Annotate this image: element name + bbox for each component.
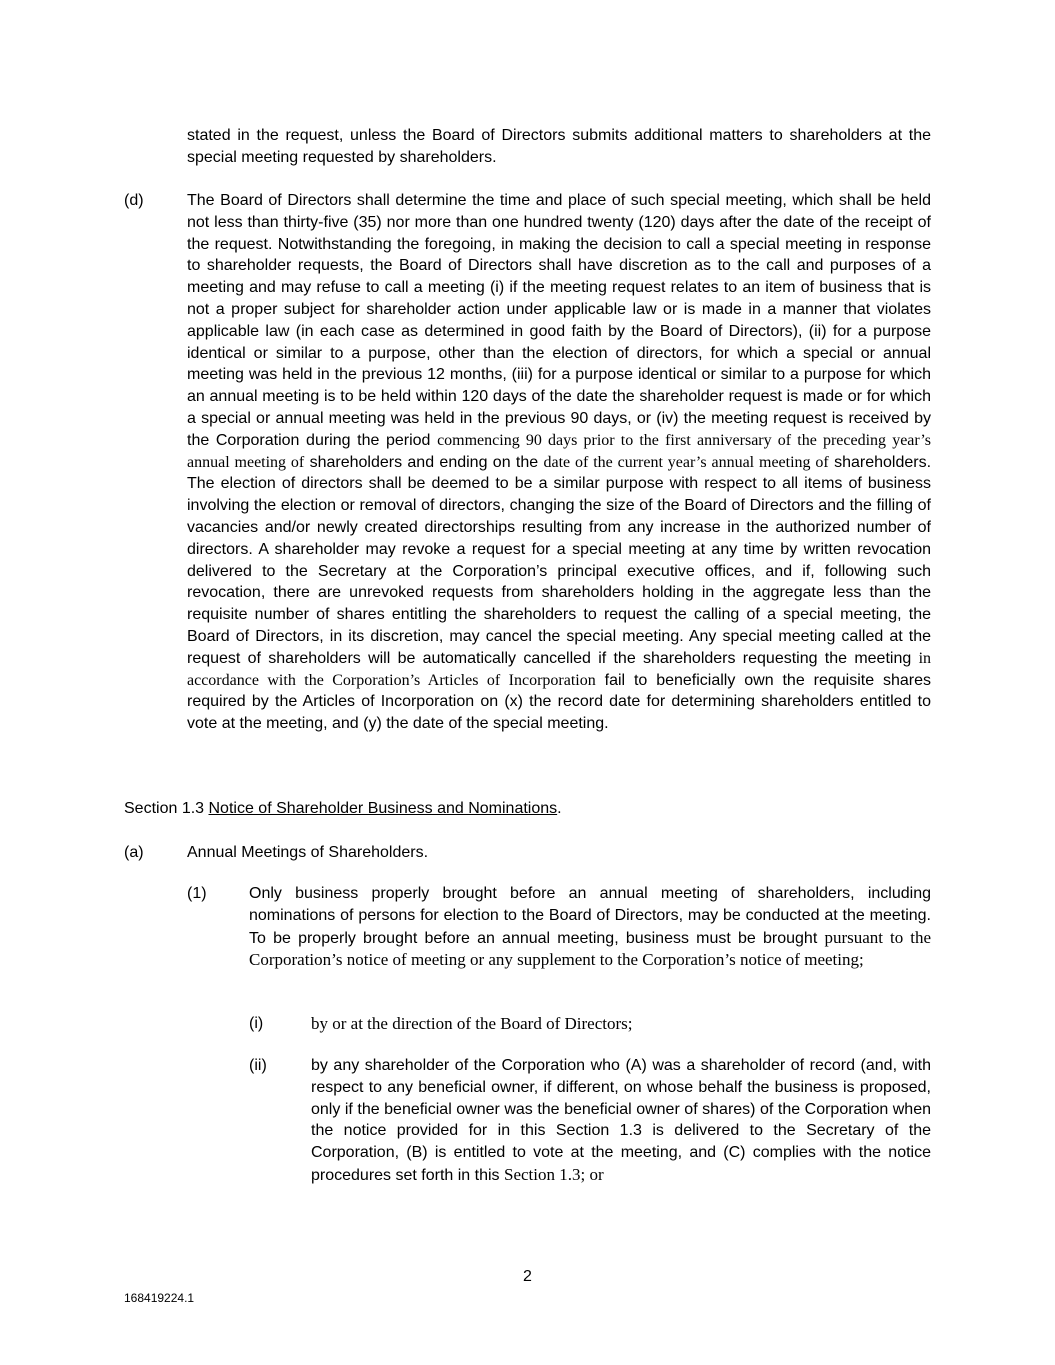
item-ii-paragraph	[311, 1055, 931, 1187]
item-d-text-part3a: shareholders and ending on the	[309, 453, 539, 471]
item-d-paragraph	[187, 190, 931, 735]
item-ii-label: (ii)	[249, 1057, 267, 1074]
item-d-label: (d)	[124, 192, 144, 209]
item-1-paragraph	[249, 883, 931, 972]
item-d-text-part1: The Board of Directors shall determine the time and place of such special meeting, which shall be held not less than thirty-five (35) nor more than one hundred twenty (120) days after the date of the receipt of the request. Notwithstanding the foregoing, in making the decision to call a special meeting in response to shareholder requests, the Board of Directors shall have discretion as to the call and purposes of a meeting and may refuse to call a meeting (i) if the meeting request relates to an item of business that is not a proper subject for shareholder action under applicable law or is made in a manner that violates applicable law (in each case as determined in good faith by the Board of Directors), (ii) for a purpose identical or similar to a purpose, other than the election of directors, for which a special or annual meeting was held in the previous 12 months, (iii) for a purpose identical or similar to a purpose for which an annual meeting is to be held within 120 days of the date the shareholder request is made or for which a special or annual meeting was held in the previous 90 days, or (iv) the meeting request is received by the Corporation during the period	[187, 192, 931, 449]
item-d-text-part2: commencing 90 days prior to the first anniversary of the preceding year’s annual meeting of	[187, 431, 931, 471]
item-i-text: by or at the direction of the Board of Directors;	[311, 1014, 633, 1033]
page-number: 2	[523, 1268, 532, 1285]
section-heading-suffix: .	[557, 800, 562, 817]
item-d-text-part3b: date of the current year’s annual meeting of	[543, 453, 829, 471]
item-ii-text-sans: by any shareholder of the Corporation who (A) was a shareholder of record (and, with respect to any beneficial owner, if different, on whose behalf the business is proposed, only if the beneficial owner was the beneficial owner of shares) of the Corporation when the notice provided for in this Section 1.3 is delivered to the Secretary of the Corporation, (B) is entitled to vote at the meeting, and (C) complies with the notice procedures set forth in this	[311, 1057, 931, 1184]
continuation-paragraph: stated in the request, unless the Board of Directors submits additional matters to shareholders at the special meeting requested by shareholders.	[187, 127, 931, 166]
item-1-label: (1)	[187, 885, 207, 902]
item-d-text-part3c: shareholders. The election of directors shall be deemed to be a similar purpose with respect to all items of business involving the election or removal of directors, changing the size of the Board of Directors and the filling of vacancies and/or newly created directorships resulting from any increase in the authorized number of directors. A shareholder may revoke a request for a special meeting at any time by written revocation delivered to the Secretary at the Corporation’s principal executive offices, and if, following such revocation, there are unrevoked requests from shareholders holding in the aggregate less than the requisite number of shares entitling the shareholders to request the calling of a special meeting, the Board of Directors, in its discretion, may cancel the special meeting. Any special meeting called at the request of shareholders will be automatically cancelled if the shareholders requesting the meeting	[187, 453, 932, 667]
item-ii-text-serif: Section 1.3; or	[504, 1164, 604, 1184]
item-d-text-part4: in accordance with the Corporation’s Articles of Incorporation	[187, 649, 932, 689]
section-heading-prefix: Section 1.3	[124, 800, 209, 817]
document-id: 168419224.1	[124, 1291, 195, 1305]
section-heading-title: Notice of Shareholder Business and Nominations	[208, 800, 558, 817]
item-a-label: (a)	[124, 844, 144, 861]
item-1-text-serif: pursuant to the Corporation’s notice of meeting or any supplement to the Corporation’s notice of meeting;	[249, 927, 931, 970]
item-1-text-sans: Only business properly brought before an annual meeting of shareholders, including nominations of persons for election to the Board of Directors, may be conducted at the meeting. To be properly brought before an annual meeting, business must be brought	[249, 885, 931, 947]
item-i-label: (i)	[249, 1015, 264, 1032]
item-d-text-part5: fail to beneficially own the requisite shares required by the Articles of Incorporation on (x) the record date for determining shareholders entitled to vote at the meeting, and (y) the date of the special meeting.	[187, 671, 932, 733]
item-a-text: Annual Meetings of Shareholders.	[187, 844, 429, 861]
section-heading	[124, 798, 562, 820]
